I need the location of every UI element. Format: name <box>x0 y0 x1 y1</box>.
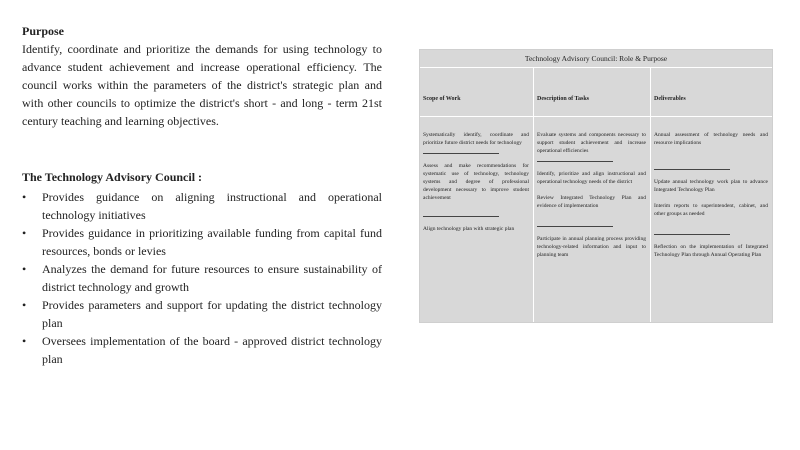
list-item-text: Provides guidance on aligning instructional and operational technology initiatives <box>42 190 382 222</box>
scope-item: Systematically identify, coordinate and prioritize future district needs for technology <box>423 132 529 146</box>
item-divider <box>423 216 499 217</box>
purpose-paragraph: Identify, coordinate and prioritize the demands for using technology to advance student achievement and increase operational efficiency. The council works within the parameters of the district's strategic plan and with other councils to optimize the district's short - and long - term 21st century teaching and learning objectives. <box>22 42 382 128</box>
bullet-icon: • <box>22 190 27 204</box>
deliverable-item: Update annual technology work plan to advance Integrated Technology Plan <box>654 179 768 193</box>
item-divider <box>537 226 613 227</box>
scope-cell <box>420 117 534 322</box>
list-item-text: Analyzes the demand for future resources to ensure sustainability of district technology and growth <box>42 262 382 294</box>
header-deliverables: Deliverables <box>654 96 686 102</box>
list-item-text: Oversees implementation of the board - approved district technology plan <box>42 334 382 366</box>
deliverable-item: Reflection on the implementation of Integrated Technology Plan through Annual Operating Plan <box>654 244 768 258</box>
item-divider <box>654 234 730 235</box>
list-item <box>22 296 382 332</box>
deliverable-item: Interim reports to superintendent, cabinet, and other groups as needed <box>654 203 768 217</box>
responsibilities-list <box>22 188 382 368</box>
item-divider <box>537 161 613 162</box>
task-item: Evaluate systems and components necessary to support student achievement and increase operational efficiencies <box>537 132 646 154</box>
scope-item: Assess and make recommendations for systematic use of technology, technology systems and degree of professional development necessary to improve student achievement <box>423 163 529 201</box>
scope-item: Align technology plan with strategic plan <box>423 226 515 232</box>
tasks-cell <box>534 117 651 322</box>
bullet-icon: • <box>22 298 27 312</box>
list-item <box>22 224 382 260</box>
table-title: Technology Advisory Council: Role & Purpose <box>420 50 772 68</box>
purpose-heading: Purpose <box>22 24 64 38</box>
header-scope-of-work: Scope of Work <box>420 68 534 116</box>
tac-heading: The Technology Advisory Council : <box>22 170 203 184</box>
list-item-text: Provides parameters and support for updating the district technology plan <box>42 298 382 330</box>
list-item <box>22 188 382 224</box>
list-item <box>22 260 382 296</box>
task-item: Participate in annual planning process providing technology-related information and input to planning team <box>537 236 646 258</box>
bullet-icon: • <box>22 226 27 240</box>
task-item: Review Integrated Technology Plan and evidence of implementation <box>537 195 646 209</box>
task-item: Identify, prioritize and align instructional and operational technology needs of the district <box>537 171 646 185</box>
list-item-text: Provides guidance in prioritizing available funding from capital fund resources, bonds or levies <box>42 226 382 258</box>
deliverables-cell <box>651 117 772 322</box>
table-header-row <box>420 68 772 117</box>
left-text-column <box>22 24 382 368</box>
header-description-of-tasks: Description of Tasks <box>534 68 651 116</box>
table-body-row <box>420 117 772 322</box>
bullet-icon: • <box>22 262 27 276</box>
list-item <box>22 332 382 368</box>
role-purpose-table <box>419 49 773 323</box>
bullet-icon: • <box>22 334 27 348</box>
item-divider <box>654 169 730 170</box>
item-divider <box>423 153 499 154</box>
deliverable-item: Annual assessment of technology needs and resource implications <box>654 132 768 146</box>
